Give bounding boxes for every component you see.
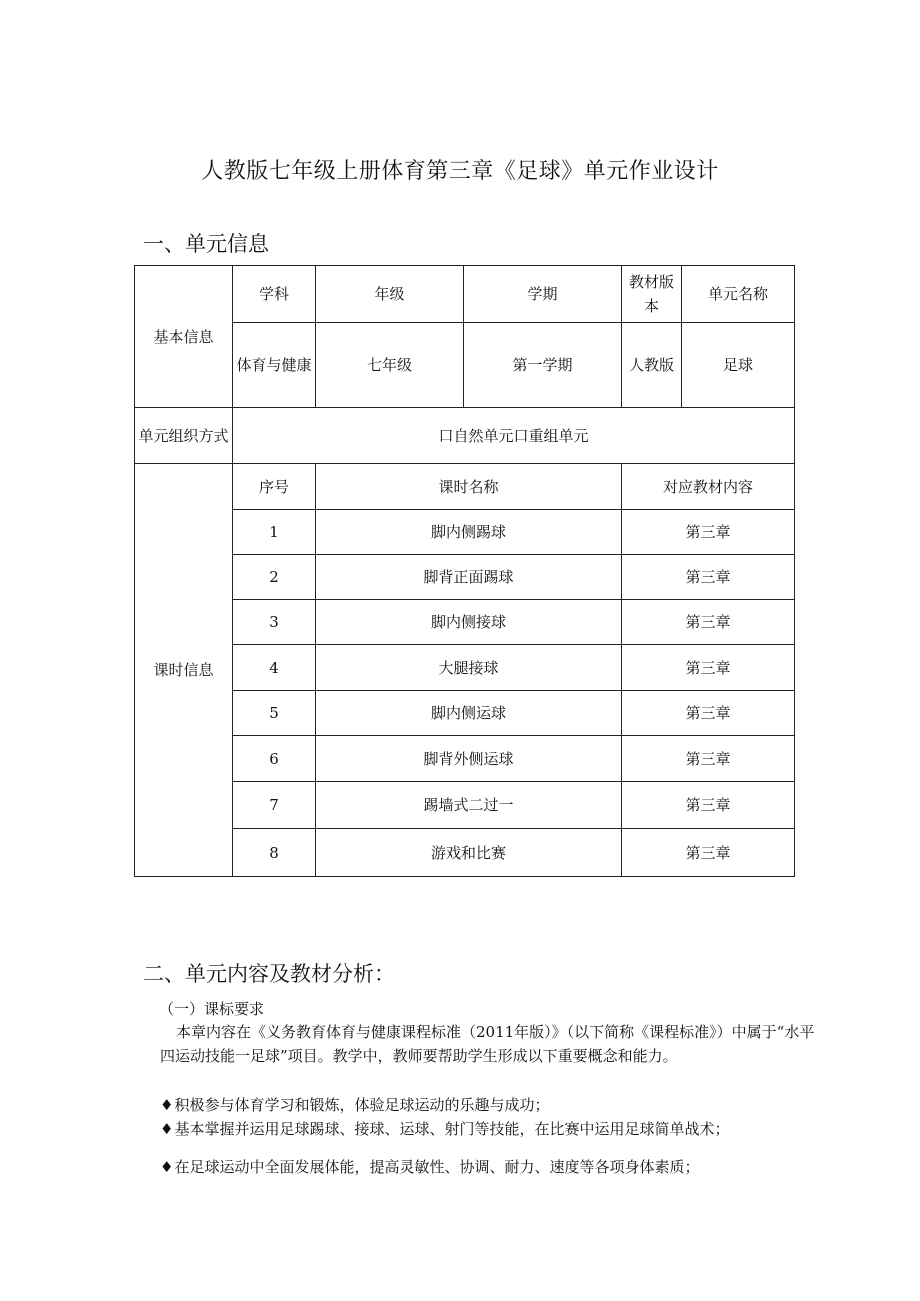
paragraph-curriculum: 本章内容在《义务教育体育与健康课程标准（2011年版）》（以下简称《课程标准》）中属于“水平四运动技能一足球”项目。教学中，教师要帮助学生形成以下重要概念和能力。 [160, 1023, 815, 1065]
lesson-no: 1 [233, 510, 316, 555]
lesson-name: 大腿接球 [316, 645, 622, 691]
unit-info-table [134, 265, 795, 877]
lesson-content: 第三章 [622, 691, 795, 736]
bullet-item [160, 1117, 729, 1141]
lesson-content: 第三章 [622, 829, 795, 877]
table-row [135, 782, 795, 829]
table-row [135, 510, 795, 555]
value-grade: 七年级 [316, 323, 464, 408]
bullet-text: 积极参与体育学习和锻炼，体验足球运动的乐趣与成功； [174, 1096, 550, 1114]
header-grade: 年级 [316, 266, 464, 323]
header-edition: 教材版本 [622, 266, 682, 323]
lesson-no: 3 [233, 600, 316, 645]
value-subject: 体育与健康 [233, 323, 316, 408]
header-unit-name: 单元名称 [682, 266, 795, 323]
lesson-name: 脚内侧接球 [316, 600, 622, 645]
value-edition: 人教版 [622, 323, 682, 408]
header-term: 学期 [464, 266, 622, 323]
table-row [135, 645, 795, 691]
bullet-text: 基本掌握并运用足球踢球、接球、运球、射门等技能，在比赛中运用足球简单战术； [174, 1120, 730, 1138]
basic-info-label: 基本信息 [135, 266, 233, 408]
lesson-header-content: 对应教材内容 [622, 464, 795, 510]
lesson-no: 8 [233, 829, 316, 877]
lesson-no: 4 [233, 645, 316, 691]
lesson-content: 第三章 [622, 736, 795, 782]
lesson-no: 6 [233, 736, 316, 782]
value-term: 第一学期 [464, 323, 622, 408]
table-row [135, 555, 795, 600]
table-row [135, 408, 795, 464]
diamond-bullet-icon: ♦ [160, 1120, 174, 1138]
lesson-content: 第三章 [622, 782, 795, 829]
bullet-item [160, 1155, 699, 1179]
table-row [135, 600, 795, 645]
table-row [135, 691, 795, 736]
table-row [135, 829, 795, 877]
table-row [135, 266, 795, 323]
lesson-info-label: 课时信息 [135, 464, 233, 877]
lesson-name: 脚内侧运球 [316, 691, 622, 736]
table-row [135, 736, 795, 782]
lesson-content: 第三章 [622, 645, 795, 691]
bullet-text: 在足球运动中全面发展体能，提高灵敏性、协调、耐力、速度等各项身体素质； [174, 1158, 700, 1176]
lesson-name: 脚内侧踢球 [316, 510, 622, 555]
lesson-name: 踢墙式二过一 [316, 782, 622, 829]
header-subject: 学科 [233, 266, 316, 323]
lesson-name: 游戏和比赛 [316, 829, 622, 877]
lesson-content: 第三章 [622, 555, 795, 600]
subheading-curriculum-requirements: （一）课标要求 [159, 1000, 265, 1018]
lesson-no: 5 [233, 691, 316, 736]
lesson-no: 2 [233, 555, 316, 600]
section-heading-content-analysis: 二、单元内容及教材分析： [143, 962, 395, 986]
diamond-bullet-icon: ♦ [160, 1096, 174, 1114]
diamond-bullet-icon: ♦ [160, 1158, 174, 1176]
lesson-header-no: 序号 [233, 464, 316, 510]
org-method-value: 口自然单元口重组单元 [233, 408, 795, 464]
lesson-name: 脚背正面踢球 [316, 555, 622, 600]
lesson-header-name: 课时名称 [316, 464, 622, 510]
lesson-content: 第三章 [622, 510, 795, 555]
lesson-content: 第三章 [622, 600, 795, 645]
table-row [135, 464, 795, 510]
org-method-label: 单元组织方式 [135, 408, 233, 464]
document-title: 人教版七年级上册体育第三章《足球》单元作业设计 [201, 159, 719, 184]
value-unit-name: 足球 [682, 323, 795, 408]
table-row [135, 323, 795, 408]
section-heading-unit-info: 一、单元信息 [143, 232, 269, 256]
lesson-no: 7 [233, 782, 316, 829]
bullet-item [160, 1093, 549, 1117]
lesson-name: 脚背外侧运球 [316, 736, 622, 782]
